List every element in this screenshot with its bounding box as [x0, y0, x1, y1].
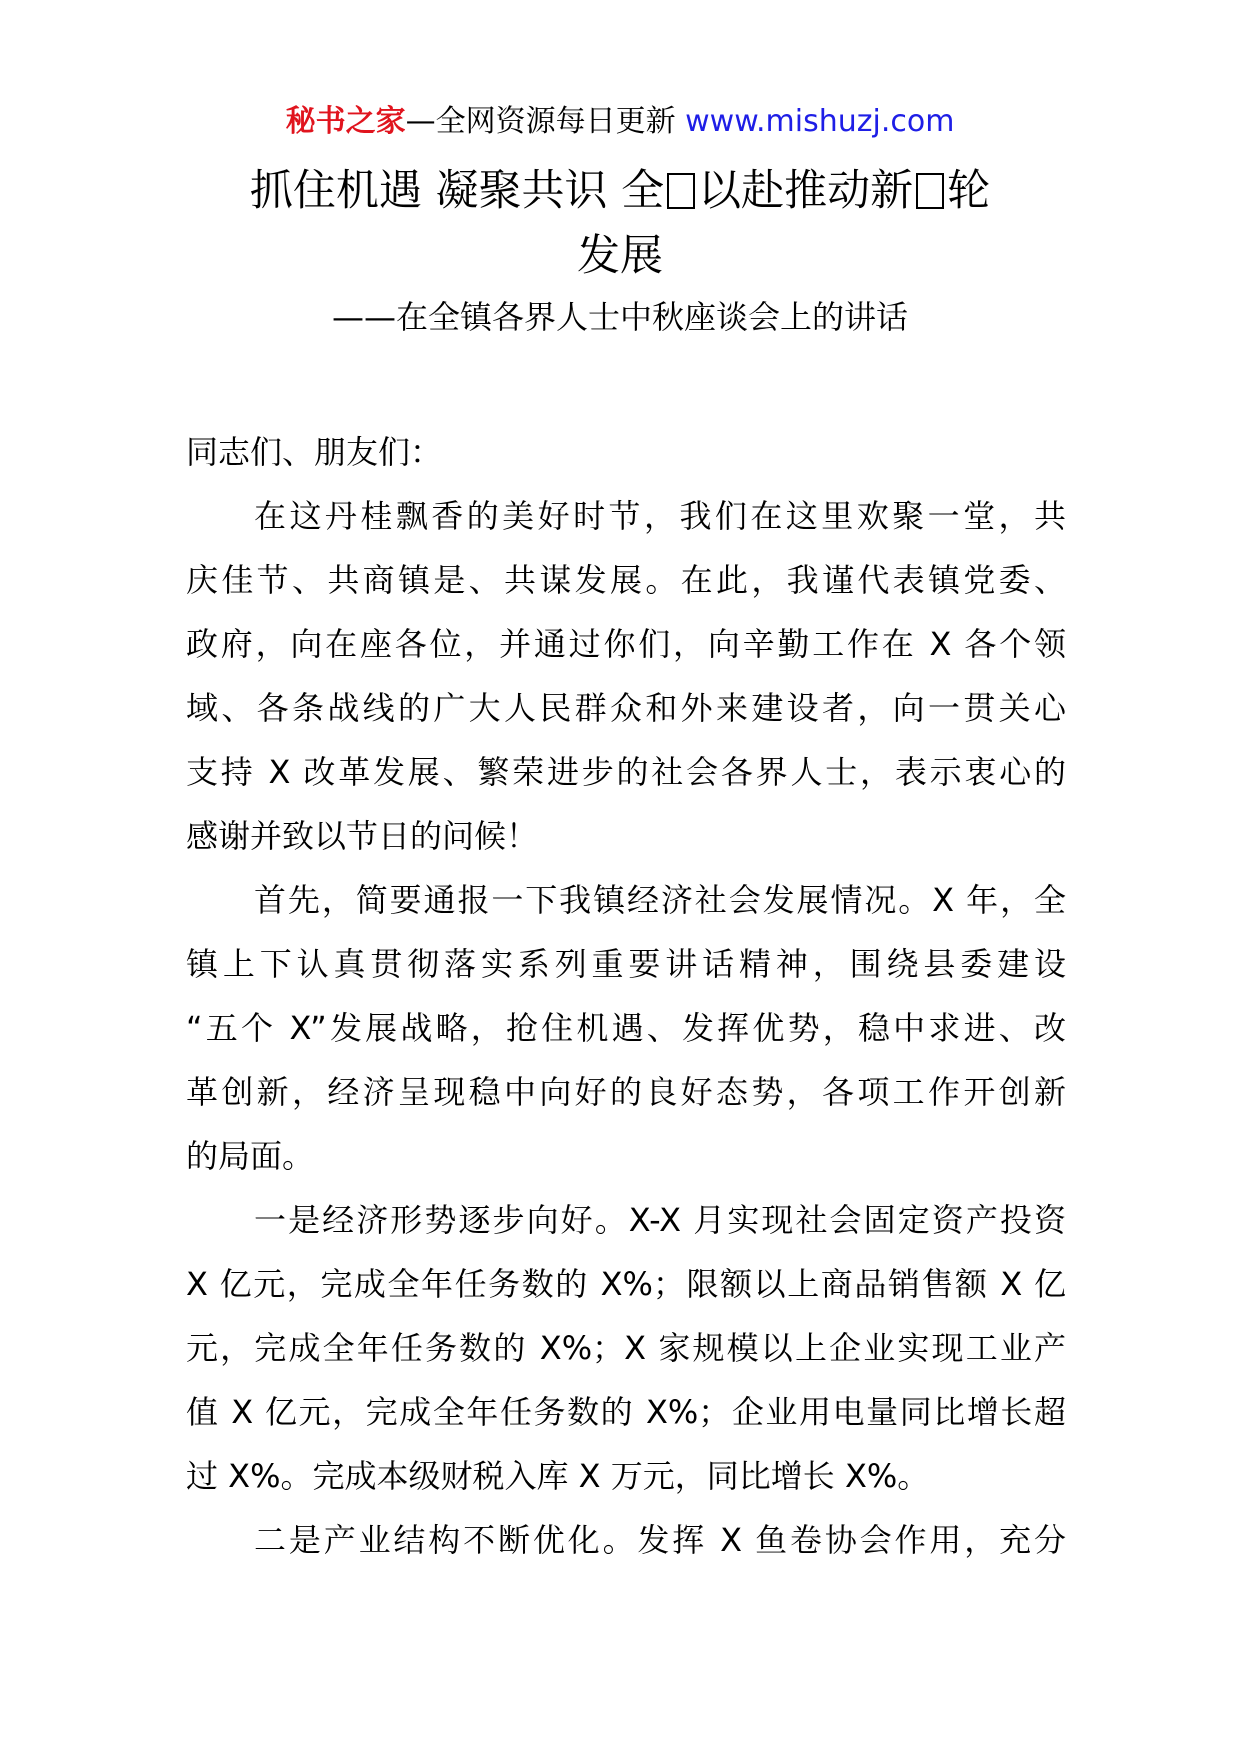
paragraph-line: 值 X 亿元，完成全年任务数的 X%；企业用电量同比增长超 — [186, 1393, 1066, 1431]
greeting — [186, 420, 1066, 484]
paragraph-line: 域、各条战线的广大人民群众和外来建设者，向一贯关心 — [186, 689, 1066, 727]
paragraph-line: 二是产业结构不断优化。发挥 X 鱼卷协会作用，充分 — [254, 1521, 1066, 1559]
missing-glyph-box-icon — [916, 173, 944, 209]
header-tagline: —全网资源每日更新 — [405, 104, 676, 139]
brand-name: 秘书之家 — [285, 104, 406, 139]
paragraph-4 — [186, 1508, 1066, 1572]
paragraph-line: 庆佳节、共商镇是、共谋发展。在此，我谨代表镇党委、 — [186, 561, 1066, 599]
paragraph-line: 过 X%。完成本级财税入库 X 万元，同比增长 X%。 — [186, 1457, 930, 1495]
title-text-part-1: 抓住机遇 凝聚共识 全 — [249, 166, 665, 216]
paragraph-3 — [186, 1188, 1066, 1508]
paragraph-line: 元，完成全年任务数的 X%；X 家规模以上企业实现工业产 — [186, 1329, 1066, 1367]
paragraph-line: 镇上下认真贯彻落实系列重要讲话精神，围绕县委建设 — [186, 945, 1066, 983]
site-url-link[interactable]: www.mishuzj.com — [685, 104, 955, 139]
site-header — [0, 100, 1240, 144]
paragraph-line: 支持 X 改革发展、繁荣进步的社会各界人士，表示衷心的 — [186, 753, 1066, 791]
paragraph-line: 政府，向在座各位，并通过你们，向辛勤工作在 X 各个领 — [186, 625, 1066, 663]
paragraph-line: 的局面。 — [186, 1137, 315, 1175]
paragraph-line: “五个 X”发展战略，抢住机遇、发挥优势，稳中求进、改 — [186, 1009, 1066, 1047]
paragraph-line: 首先，简要通报一下我镇经济社会发展情况。X 年，全 — [254, 881, 1066, 919]
document-subtitle: ——在全镇各界人士中秋座谈会上的讲话 — [331, 298, 908, 336]
paragraph-1 — [186, 484, 1066, 868]
document-title-line-1 — [150, 160, 1090, 222]
paragraph-line: 感谢并致以节日的问候！ — [186, 817, 539, 855]
paragraph-2 — [186, 868, 1066, 1188]
paragraph-line: X 亿元，完成全年任务数的 X%；限额以上商品销售额 X 亿 — [186, 1265, 1066, 1303]
paragraph-line: 革创新，经济呈现稳中向好的良好态势，各项工作开创新 — [186, 1073, 1066, 1111]
missing-glyph-box-icon — [667, 173, 695, 209]
greeting-text: 同志们、朋友们： — [186, 433, 443, 471]
title-text-part-2: 以赴推动新 — [698, 166, 914, 216]
paragraph-line: 在这丹桂飘香的美好时节，我们在这里欢聚一堂，共 — [254, 497, 1066, 535]
document-title-line-2: 发展 — [577, 231, 663, 281]
paragraph-line: 一是经济形势逐步向好。X-X 月实现社会固定资产投资 — [254, 1201, 1066, 1239]
title-text-part-3: 轮 — [947, 166, 991, 216]
